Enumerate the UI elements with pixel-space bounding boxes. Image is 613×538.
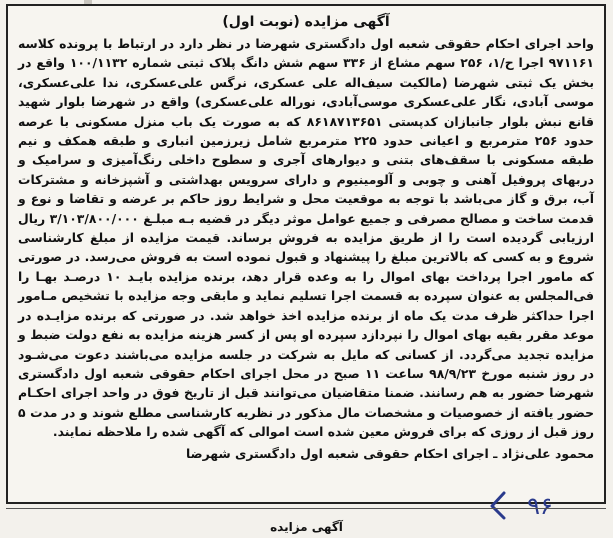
- notice-signature: محمود علی‌نژاد ـ اجرای احکام حقوقی شعبه اول دادگستری شهرضا: [185, 445, 594, 461]
- notice-title: آگهی مزایده (نوبت اول): [222, 14, 390, 30]
- handwritten-number: ۹۶: [527, 492, 553, 520]
- handwritten-mark: [490, 488, 590, 522]
- next-notice-title: آگهی مزایده: [270, 520, 343, 534]
- newspaper-clipping: [6, 4, 606, 504]
- notice-body: واحد اجرای احکام حقوقی شعبه اول دادگستری شهرضا در نظر دارد در ارتباط با پرونده کلاسه ۹۷۱۱۶۱ اجرا ح/۱، ۲۵۶ سهم مشاع از ۳۳۶ سهم شش دانگ پلاک ثبتی شماره ۱۰۰/۱۱۳۲ واقع در بخش یک ثبتی شهرضا (مالکیت سیف‌اله علی عسکری، نرگس علی‌عسکری، ندا علی‌عسکری، موسی آبادی، نگار علی‌عسکری موسی‌آبادی، نوراله علی‌عسکری) واقع در شهرضا بلوار شهید قانع نبش بلوار جانبازان کدپستی ۸۶۱۸۷۱۳۶۵۱ که به صورت یک باب منزل مسکونی با عرصه حدود ۲۵۶ مترمربع و اعیانی حدود ۲۲۵ مترمربع شامل زیرزمین انباری و طبقه همکف و نیم طبقه مسکونی با سقف‌های بتنی و دیوارهای آجری و سطوح داخلی رنگ‌آمیزی و سرامیک و دربهای پروفیل آهنی و چوبی و آلومینیوم و دارای سرویس بهداشتی و آشپزخانه و مشترکات آب، برق و گاز می‌باشد با توجه به موقعیت محل و شرایط روز حاکم بر عرضه و تقاضا و نوع و قدمت ساخت و مصالح مصرفی و جمیع عوامل موثر دیگر در قضیه بـه مبلـغ ۳/۱۰۳/۸۰۰/۰۰۰ ریال ارزیابی گردیده است را از طریق مزایده به فروش برساند. قیمت مزایده از مبلغ کارشناسی شروع و به کسی که بالاترین مبلغ را پیشنهاد و قبول نموده است به فروش می‌رسد. در صورتی که مامور اجرا پرداخت بهای اموال را به وعده قرار دهد، برنده مزایده بایـد ۱۰ درصـد بهـا را فی‌المجلس به عنوان سپرده به قسمت اجرا تسلیم نماید و مابقی وجه مزایده با تشخیص مـامور اجرا حداکثر ظرف مدت یک ماه از برنده مزایده اخذ خواهد شد. در صورتی که برنده مزایـده در موعد مقرر بقیه بهای اموال را نپردازد سپرده او پس از کسر هزینه مزایده به نفع دولت ضبط و مزایده تجدید می‌گردد. از کسانی که مایل به شرکت در جلسه مزایده می‌باشند دعوت می‌شـود در روز شنبه مورخ ۹۸/۹/۲۳ ساعت ۱۱ صبح در محل اجرای احکام حقوقی شعبه اول دادگستری شهرضا حضور به هم رسانند. ضمنا متقاضیان می‌توانند قبل از تاریخ فوق در واحد اجرای احکـام حضور یافته از خصوصیات و مشخصات مال مذکور در نظریه کارشناسی مطلع شوند و در مدت ۵ روز قبل از روزی که برای فروش معین شده است اموالی که آگهی شده را ملاحظه نمایند.: [18, 36, 594, 440]
- clipping-divider: [6, 508, 606, 509]
